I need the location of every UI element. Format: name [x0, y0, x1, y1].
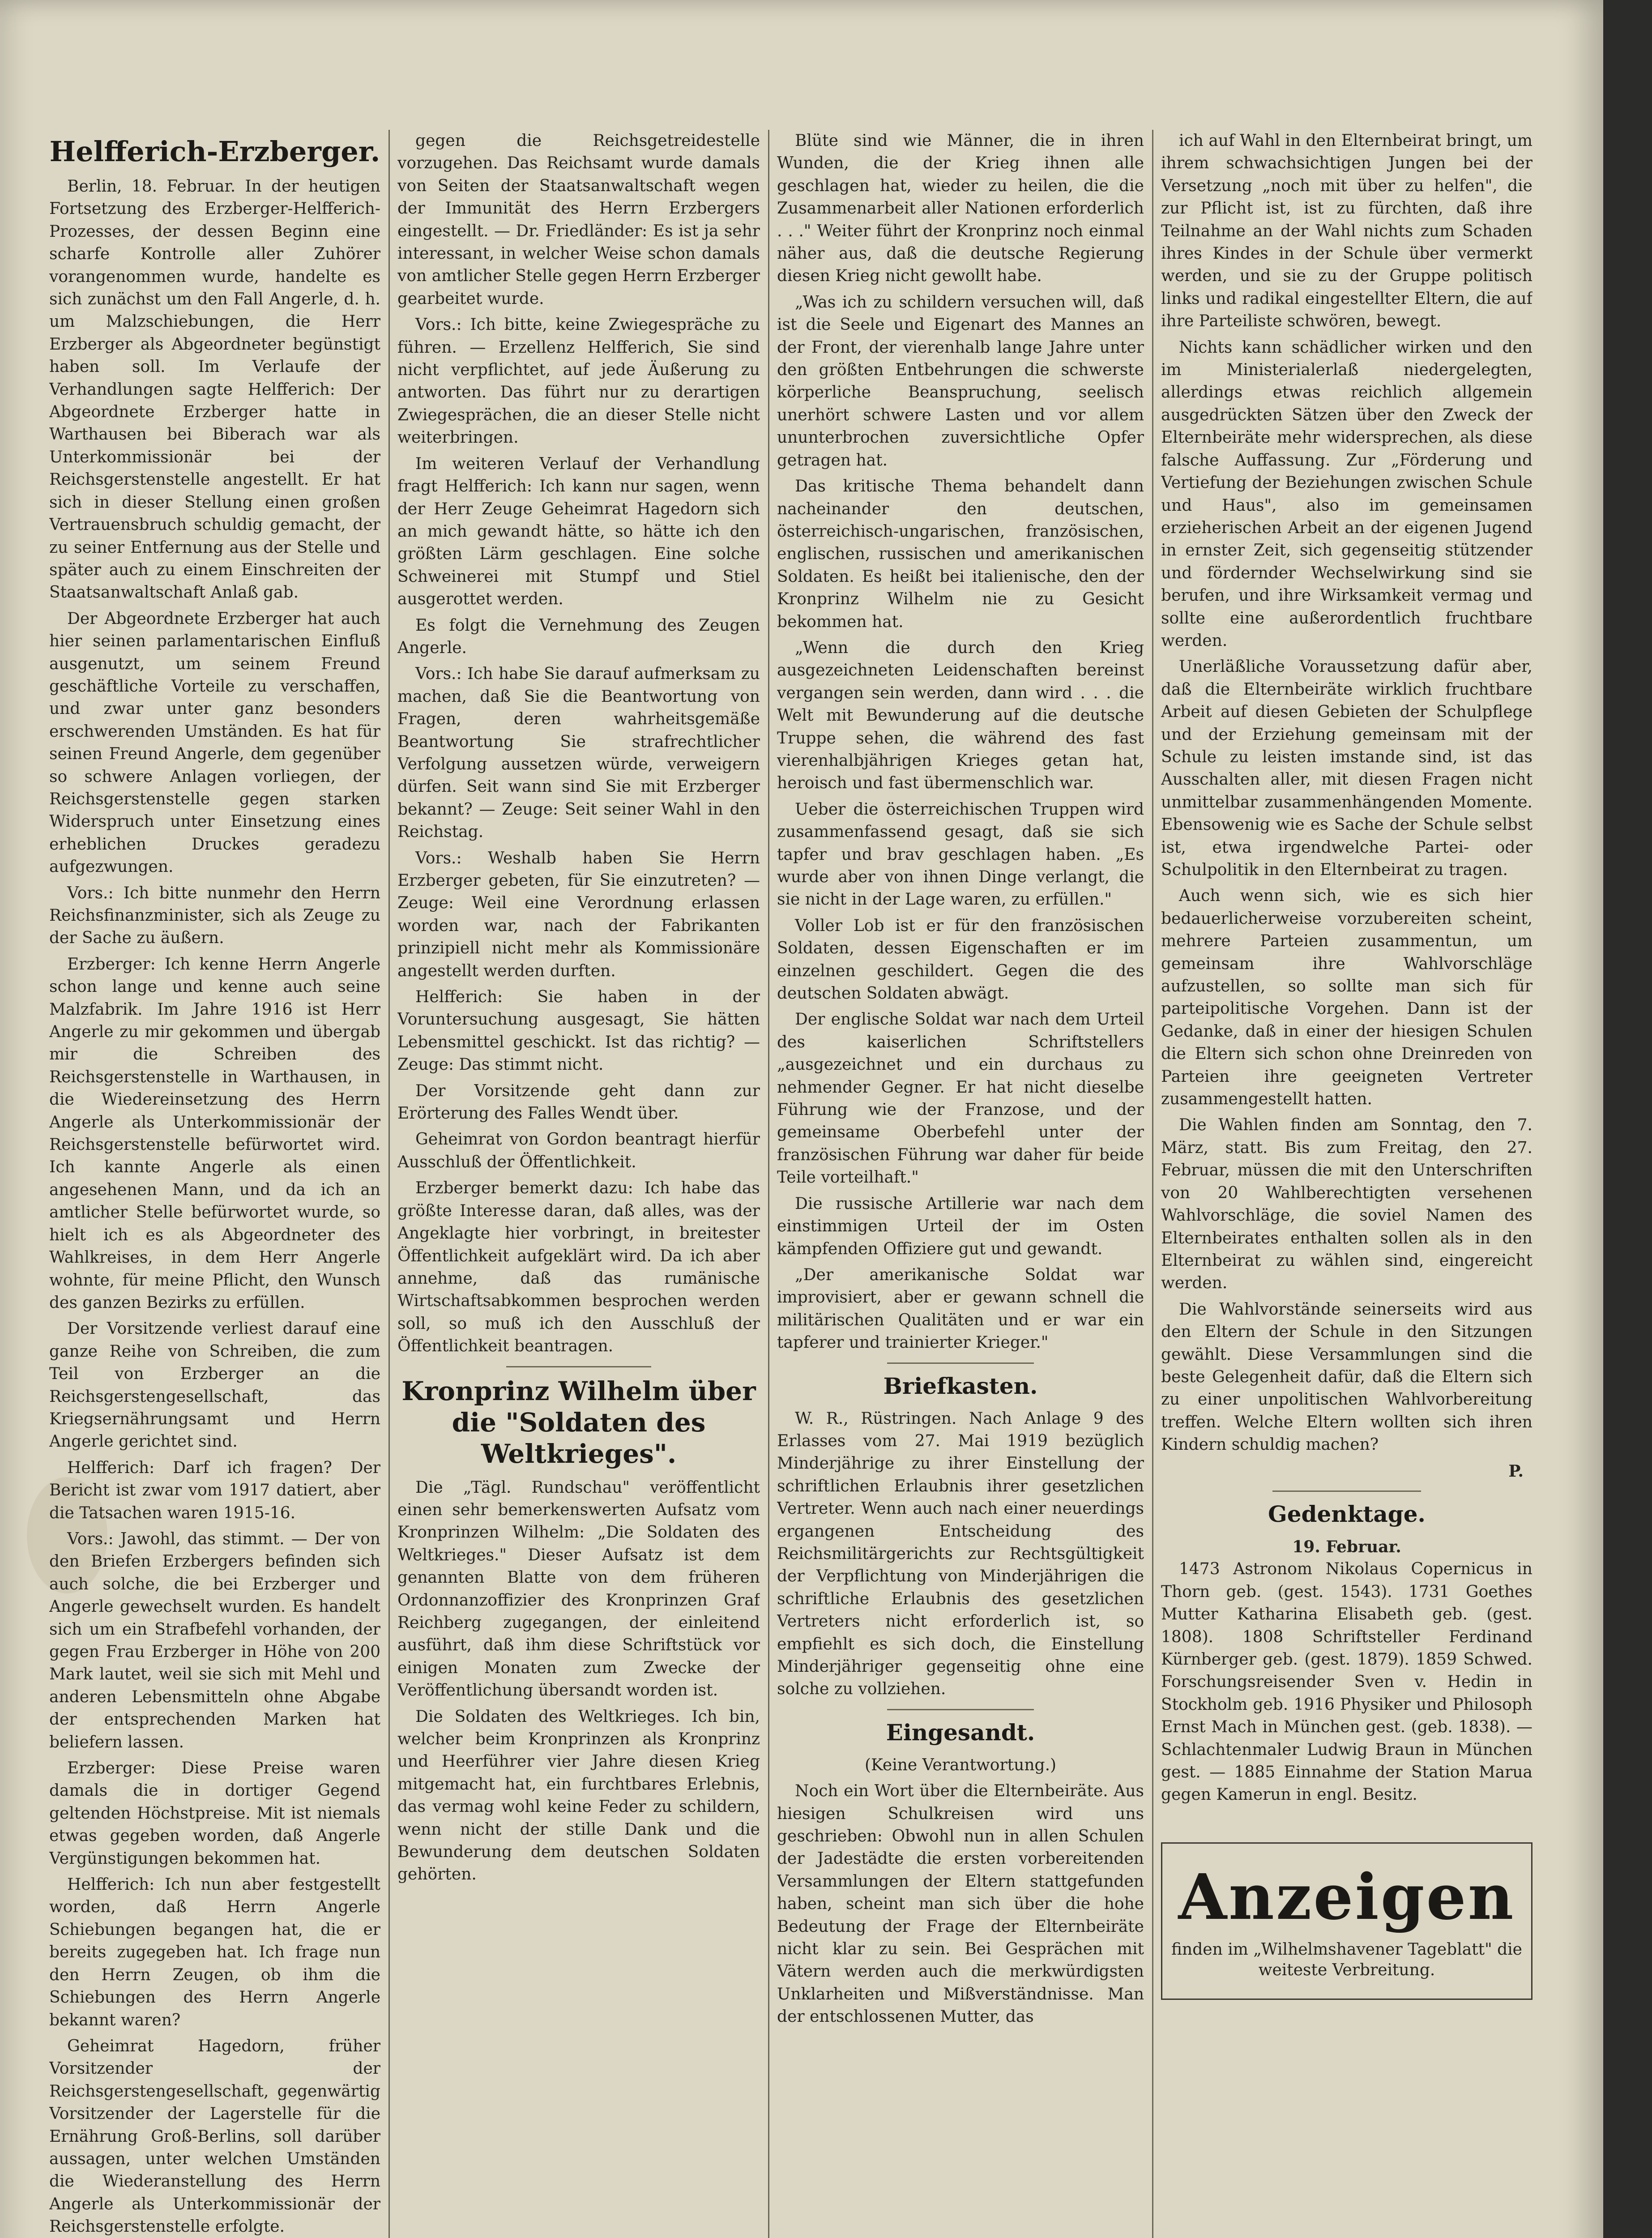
paragraph: Der Abgeordnete Erzberger hat auch hier seinen parlamentarischen Einfluß ausgenutzt, um seinem Freund geschäftliche Vorteile zu verschaffen, und zwar unter ganz besonders erschwerenden Umständen. Es hat für seinen Freund Angerle, dem gegenüber so schwere Anlagen vorliegen, der Reichsgerstenstelle gegen starken Widerspruch unter Einsetzung eines erheblichen Druckes geradezu aufgezwungen. — [49, 609, 380, 876]
column-2-body-2 — [397, 1477, 760, 1886]
column-1-body — [49, 175, 380, 2238]
paragraph: Berlin, 18. Februar. In der heutigen Fortsetzung des Erzberger-Helfferich-Prozesses, der dessen Beginn eine scharfe Kontrolle aller Zuhörer vorangenommen wurde, handelte es sich zunächst um den Fall Angerle, d. h. um Malzschiebungen, die Herr Erzberger als Abgeordneter begünstigt haben soll. Im Verlaufe der Verhandlungen sagte Helfferich: Der Abgeordnete Erzberger hatte in Warthausen bei Biberach war als Unterkommissionär bei der Reichsgerstenstelle angestellt. Er hat sich in dieser Stellung einen großen Vertrauensbruch schuldig gemacht, der zu seiner Entfernung aus der Stelle und später auch zu einem Einschreiten der Staatsanwaltschaft Anlaß gab. — [49, 177, 380, 602]
paragraph: Vors.: Weshalb haben Sie Herrn Erzberger gebeten, für Sie einzutreten? — Zeuge: Weil eine Verordnung erlassen worden war, nach der Fabrikanten prinzipiell nicht mehr als Kommissionäre angestellt werden durften. — [397, 849, 760, 980]
column-rule — [1152, 130, 1153, 2238]
paragraph: Der englische Soldat war nach dem Urteil des kaiserlichen Schriftstellers „ausgezeichnet und ein durchaus zu nehmender Gegner. Er hat nicht dieselbe Führung wie der Franzose, und der gemeinsame Oberbefehl unter der französischen Führung war daher für beide Teile vorteilhaft." — [777, 1010, 1144, 1187]
paragraph: Noch ein Wort über die Elternbeiräte. Aus hiesigen Schulkreisen wird uns geschrieben: Obwohl nun in allen Schulen der Jadestädte die ersten vorbereitenden Versammlungen der Eltern stattgefunden haben, scheint man sich über die hohe Bedeutung der Frage der Elternbeiräte nicht klar zu sein. Bei Gesprächen mit Vätern werden auch die merkwürdigsten Unklarheiten und Mißverständnisse. Man der entschlossenen Mutter, das — [777, 1782, 1144, 2026]
paragraph: Vors.: Jawohl, das stimmt. — Der von den Briefen Erzbergers befinden sich auch solche, die bei Erzberger und Angerle gewechselt wurden. Es handelt sich um ein Strafbefehl vorhanden, der gegen Frau Erzberger in Höhe von 200 Mark lautet, weil sie sich mit Mehl und anderen Lebensmitteln ohne Abgabe der entsprechenden Marken hat beliefern lassen. — [49, 1529, 380, 1751]
paragraph: gegen die Reichsgetreidestelle vorzugehen. Das Reichsamt wurde damals von Seiten der Staatsanwaltschaft wegen der Immunität des Herrn Erzbergers eingestellt. — Dr. Friedländer: Es ist ja sehr interessant, in welcher Weise schon damals von amtlicher Stelle gegen Herrn Erzberger gearbeitet wurde. — [397, 132, 760, 308]
divider — [887, 1362, 1034, 1364]
paragraph: Die Soldaten des Weltkrieges. Ich bin, welcher beim Kronprinzen als Kronprinz und Heerführer vier Jahre diesen Krieg mitgemacht hat, ein furchtbares Erlebnis, das vermag wohl keine Feder zu schildern, wenn nicht der stille Dank und die Bewunderung dem deutschen Soldaten gehörten. — [397, 1707, 760, 1884]
column-1 — [49, 130, 380, 2238]
paragraph: Ueber die österreichischen Truppen wird zusammenfassend gesagt, daß sie sich tapfer und brav geschlagen haben. „Es wurde aber von ihnen Dinge verlangt, die sie nicht in der Lage waren, zu erfüllen." — [777, 800, 1144, 909]
divider — [887, 1709, 1034, 1710]
signature: P. — [1508, 1461, 1524, 1481]
paragraph: Helfferich: Ich nun aber festgestellt worden, daß Herrn Angerle Schiebungen begangen hat, die er bereits zugegeben hat. Ich frage nun den Herrn Zeugen, ob ihm die Schiebungen des Herrn Angerle bekannt waren? — [49, 1875, 380, 2029]
column-2 — [397, 130, 760, 2238]
briefkasten-body — [777, 1408, 1144, 1701]
paragraph: Blüte sind wie Männer, die in ihren Wunden, die der Krieg ihnen alle geschlagen hat, wieder zu heilen, die die Zusammenarbeit aller Nationen erforderlich . . ." Weiter führt der Kronprinz noch einmal näher aus, daß die deutsche Regierung diesen Krieg nicht gewollt habe. — [777, 132, 1144, 286]
paragraph: W. R., Rüstringen. Nach Anlage 9 des Erlasses vom 27. Mai 1919 bezüglich Minderjährige zu ihrer Einstellung der schriftlichen Erlaubnis ihrer gesetzlichen Vertreter. Wenn auch nach einer neuerdings ergangenen Entscheidung des Reichsmilitärgerichts zur Rechtsgültigkeit der Verpflichtung von Minderjährigen die schriftliche Erlaubnis des gesetzlichen Vertreters nicht erforderlich ist, so empfiehlt es sich doch, die Einstellung Minderjähriger gegenseitig ohne eine solche zu vollziehen. — [777, 1409, 1144, 1699]
paragraph: Unerläßliche Voraussetzung dafür aber, daß die Elternbeiräte wirklich fruchtbare Arbeit auf diesen Gebieten der Schulpflege und der Erziehung gemeinsam mit der Schule zu leisten imstande sind, ist das Ausschalten aller, mit diesen Fragen nicht unmittelbar zusammenhängenden Momente. Ebensowenig wie es Sache der Schule selbst ist, etwa irgendwelche Partei- oder Schulpolitik in den Elternbeirat zu tragen. — [1161, 658, 1532, 879]
paragraph: Vors.: Ich bitte nunmehr den Herrn Reichsfinanzminister, sich als Zeuge zu der Sache zu äußern. — [49, 884, 380, 948]
column-3 — [777, 130, 1144, 2238]
paragraph: „Was ich zu schildern versuchen will, daß ist die Seele und Eigenart des Mannes an der Front, der vierenhalb lange Jahre unter den größten Entbehrungen die schwerste körperliche Beanspruchung, seelisch unerhört schwere Lasten und vor allem ununterbrochen zuversichtliche Opfer getragen hat. — [777, 293, 1144, 470]
paragraph: Nichts kann schädlicher wirken und den im Ministerialerlaß niedergelegten, allerdings etwas reichlich allgemein ausgedrückten Sätzen über den Zweck der Elternbeiräte mehr widersprechen, als diese falsche Auffassung. Zur „Förderung und Vertiefung der Beziehungen zwischen Schule und Haus", also im gemeinsamen erzieherischen Arbeit an der eigenen Jugend in ernster Zeit, sich gegenseitig stützender und fördernder Wechselwirkung sind sie berufen, und ihre Wirksamkeit vermag und sollte eine außerordentlich fruchtbare werden. — [1161, 338, 1532, 650]
paragraph: Die „Tägl. Rundschau" veröffentlicht einen sehr bemerkenswerten Aufsatz vom Kronprinzen Wilhelm: „Die Soldaten des Weltkrieges." Dieser Aufsatz ist dem genannten Blatte von dem früheren Ordonnanzoffizier des Kronprinzen Graf Reichberg zugegangen, der einleitend ausführt, daß ihm diese Schriftstück vor einigen Monaten zum Zwecke der Veröffentlichung übersandt worden ist. — [397, 1478, 760, 1700]
article-title-helfferich: Helfferich-Erzberger. — [49, 135, 380, 168]
column-2-body — [397, 130, 760, 1358]
paragraph: Der Vorsitzende verliest darauf eine ganze Reihe von Schreiben, die zum Teil von Erzberger an die Reichsgerstengesellschaft, das Kriegsernährungsamt und Herrn Angerle gerichtet sind. — [49, 1320, 380, 1451]
divider — [506, 1366, 651, 1367]
divider — [1272, 1491, 1421, 1492]
paragraph: ich auf Wahl in den Elternbeirat bringt, um ihrem schwachsichtigen Jungen bei der Versetzung „noch mit über zu helfen", die zur Pflicht ist, ist zu fürchten, daß ihre Teilnahme an der Wahl nichts zum Schaden ihres Kindes in der Schule über vermerkt werden, und sie zu der Gruppe politisch links und radikal eingestellter Eltern, die auf ihre Parteiliste schwören, bewegt. — [1161, 132, 1532, 331]
paragraph: Helfferich: Darf ich fragen? Der Bericht ist zwar vom 1917 datiert, aber die Tatsachen waren 1915-16. — [49, 1458, 380, 1522]
paragraph: Der Vorsitzende geht dann zur Erörterung des Falles Wendt über. — [397, 1081, 760, 1123]
column-4 — [1161, 130, 1532, 2238]
paragraph: Das kritische Thema behandelt dann nacheinander den deutschen, österreichisch-ungarischen, französischen, englischen, russischen und amerikanischen Soldaten. Es heißt bei italienische, den der Kronprinz Wilhelm nie zu Gesicht bekommen hat. — [777, 477, 1144, 631]
anzeigen-box — [1161, 1842, 1532, 2000]
paragraph: Die Wahlen finden am Sonntag, den 7. März, statt. Bis zum Freitag, den 27. Februar, müssen die mit den Unterschriften von 20 Wahlberechtigten versehenen Wahlvorschläge, die soviel Namen des Elternbeirates enthalten sollen als in den Elternbeirat zu wählen sind, eingereicht werden. — [1161, 1116, 1532, 1293]
column-4-body — [1161, 130, 1532, 1456]
anzeigen-title: Anzeigen — [1178, 1860, 1515, 1934]
paragraph: Im weiteren Verlauf der Verhandlung fragt Helfferich: Ich kann nur sagen, wenn der Herr Zeuge Geheimrat Hagedorn sich an mich gewandt hätte, so hätte ich den größten Lärm geschlagen. Eine solche Schweinerei mit Stumpf und Stiel ausgerottet werden. — [397, 454, 760, 609]
paragraph: Es folgt die Vernehmung des Zeugen Angerle. — [397, 616, 760, 657]
anzeigen-subtitle: finden im „Wilhelmshavener Tageblatt" die weiteste Verbreitung. — [1171, 1940, 1522, 1979]
paragraph: Vors.: Ich bitte, keine Zwiegespräche zu führen. — Erzellenz Helfferich, Sie sind nicht verpflichtet, auf jede Äußerung zu antworten. Das führt nur zu derartigen Zwiegesprächen, die an dieser Stelle nicht weiterbringen. — [397, 316, 760, 447]
paragraph: Voller Lob ist er für den französischen Soldaten, dessen Eigenschaften er im einzelnen geschildert. Gegen die des deutschen Soldaten abwägt. — [777, 916, 1144, 1003]
paragraph: Erzberger bemerkt dazu: Ich habe das größte Interesse daran, daß alles, was der Angeklagte hier vorbringt, in breitester Öffentlichkeit aufgeklärt wird. Da ich aber annehme, daß das rumänische Wirtschaftsabkommen besprochen werden soll, so muß ich den Ausschluß der Öffentlichkeit beantragen. — [397, 1179, 760, 1356]
section-title-gedenktage: Gedenktage. — [1268, 1500, 1426, 1527]
paragraph: Vors.: Ich habe Sie darauf aufmerksam zu machen, daß Sie die Beantwortung von Fragen, deren wahrheitsgemäße Beantwortung Sie strafrechtlicher Verfolgung aussetzen würde, verweigern dürfen. Seit wann sind Sie mit Erzberger bekannt? — Zeuge: Seit seiner Wahl in den Reichstag. — [397, 665, 760, 841]
paragraph: Erzberger: Ich kenne Herrn Angerle schon lange und kenne auch seine Malzfabrik. Im Jahre 1916 ist Herr Angerle zu mir gekommen und übergab mir die Schreiben des Reichsgerstenstelle in Warthausen, in die Wiedereinsetzung des Herrn Angerle als Unterkommissionär der Reichsgerstenstelle befürwortet wird. Ich kannte Angerle als einen angesehenen Mann, und da ich an amtlicher Stelle befürwortet wurde, so hielt ich es als Abgeordneter des Wahlkreises, in dem Herr Angerle wohnte, für meine Pflicht, den Wunsch des ganzen Bezirks zu erfüllen. — [49, 955, 380, 1312]
paragraph: Die russische Artillerie war nach dem einstimmigen Urteil der im Osten kämpfenden Offiziere gut und gewandt. — [777, 1194, 1144, 1258]
gedenktage-date: 19. Februar. — [1292, 1537, 1401, 1556]
paragraph: Helfferich: Sie haben in der Voruntersuchung ausgesagt, Sie hätten Lebensmittel geschickt. Ist das richtig? — Zeuge: Das stimmt nicht. — [397, 988, 760, 1074]
paragraph: Geheimrat Hagedorn, früher Vorsitzender der Reichsgerstengesellschaft, gegenwärtig Vorsitzender der Lagerstelle für die Ernährung Groß-Berlins, soll darüber aussagen, unter welchen Umständen die Wiederanstellung des Herrn Angerle als Unterkommissionär der Reichsgerstenstelle erfolgte. — [49, 2037, 380, 2236]
paragraph: Die Wahlvorstände seinerseits wird aus den Eltern der Schule in den Sitzungen gewählt. Diese Versammlungen sind die beste Gelegenheit dafür, daß die Eltern sich zu einer unpolitischen Wahlvorbereitung treffen. Welche Eltern wollten sich ihren Kindern schuldig machen? — [1161, 1300, 1532, 1454]
eingesandt-subtitle: (Keine Verantwortung.) — [864, 1755, 1057, 1774]
column-rule — [768, 130, 769, 2238]
paragraph: Geheimrat von Gordon beantragt hierfür Ausschluß der Öffentlichkeit. — [397, 1130, 760, 1171]
paragraph: „Der amerikanische Soldat war improvisiert, aber er gewann schnell die militärischen Qualitäten und er war ein tapferer und trainierter Krieger." — [777, 1265, 1144, 1352]
article-title-kronprinz: Kronprinz Wilhelm über die "Soldaten des Weltkrieges". — [401, 1375, 756, 1469]
gedenktage-body: 1473 Astronom Nikolaus Copernicus in Thorn geb. (gest. 1543). 1731 Goethes Mutter Katharina Elisabeth geb. (gest. 1808). 1808 Schriftsteller Ferdinand Kürnberger geb. (gest. 1879). 1859 Schwed. Forschungsreisender Sven v. Hedin in Stockholm geb. 1916 Physiker und Philosoph Ernst Mach in München gest. (geb. 1838). — Schlachtenmaler Ludwig Braun in München gest. — 1885 Einnahme der Station Marua gegen Kamerun in engl. Besitz. — [1161, 1560, 1532, 1804]
paragraph: Erzberger: Diese Preise waren damals die in dortiger Gegend geltenden Höchstpreise. Mit ist niemals etwas gegeben worden, daß Angerle Vergünstigungen bekommen hat. — [49, 1759, 380, 1868]
column-3-body — [777, 130, 1144, 1354]
eingesandt-body — [777, 1780, 1144, 2028]
column-rule — [388, 130, 390, 2238]
section-title-eingesandt: Eingesandt. — [886, 1719, 1035, 1746]
section-title-briefkasten: Briefkasten. — [883, 1372, 1038, 1399]
paragraph: Auch wenn sich, wie es sich hier bedauerlicherweise vorzubereiten scheint, mehrere Parteien zusammentun, um gemeinsam ihre Wahlvorschläge aufzustellen, so sollte man sich für parteipolitische Vorgehen. Dann ist der Gedanke, daß in einer der hiesigen Schulen die Eltern sich schon ohne Dreinreden von Parteien ihre geeigneten Vertreter zusammengestellt hatten. — [1161, 887, 1532, 1109]
paragraph: „Wenn die durch den Krieg ausgezeichneten Leidenschaften bereinst vergangen sein werden, dann wird . . . die Welt mit Bewunderung auf die deutsche Truppe sehen, die während des fast vierenhalbjährigen Krieges getan hat, heroisch und fast übermenschlich war. — [777, 638, 1144, 793]
